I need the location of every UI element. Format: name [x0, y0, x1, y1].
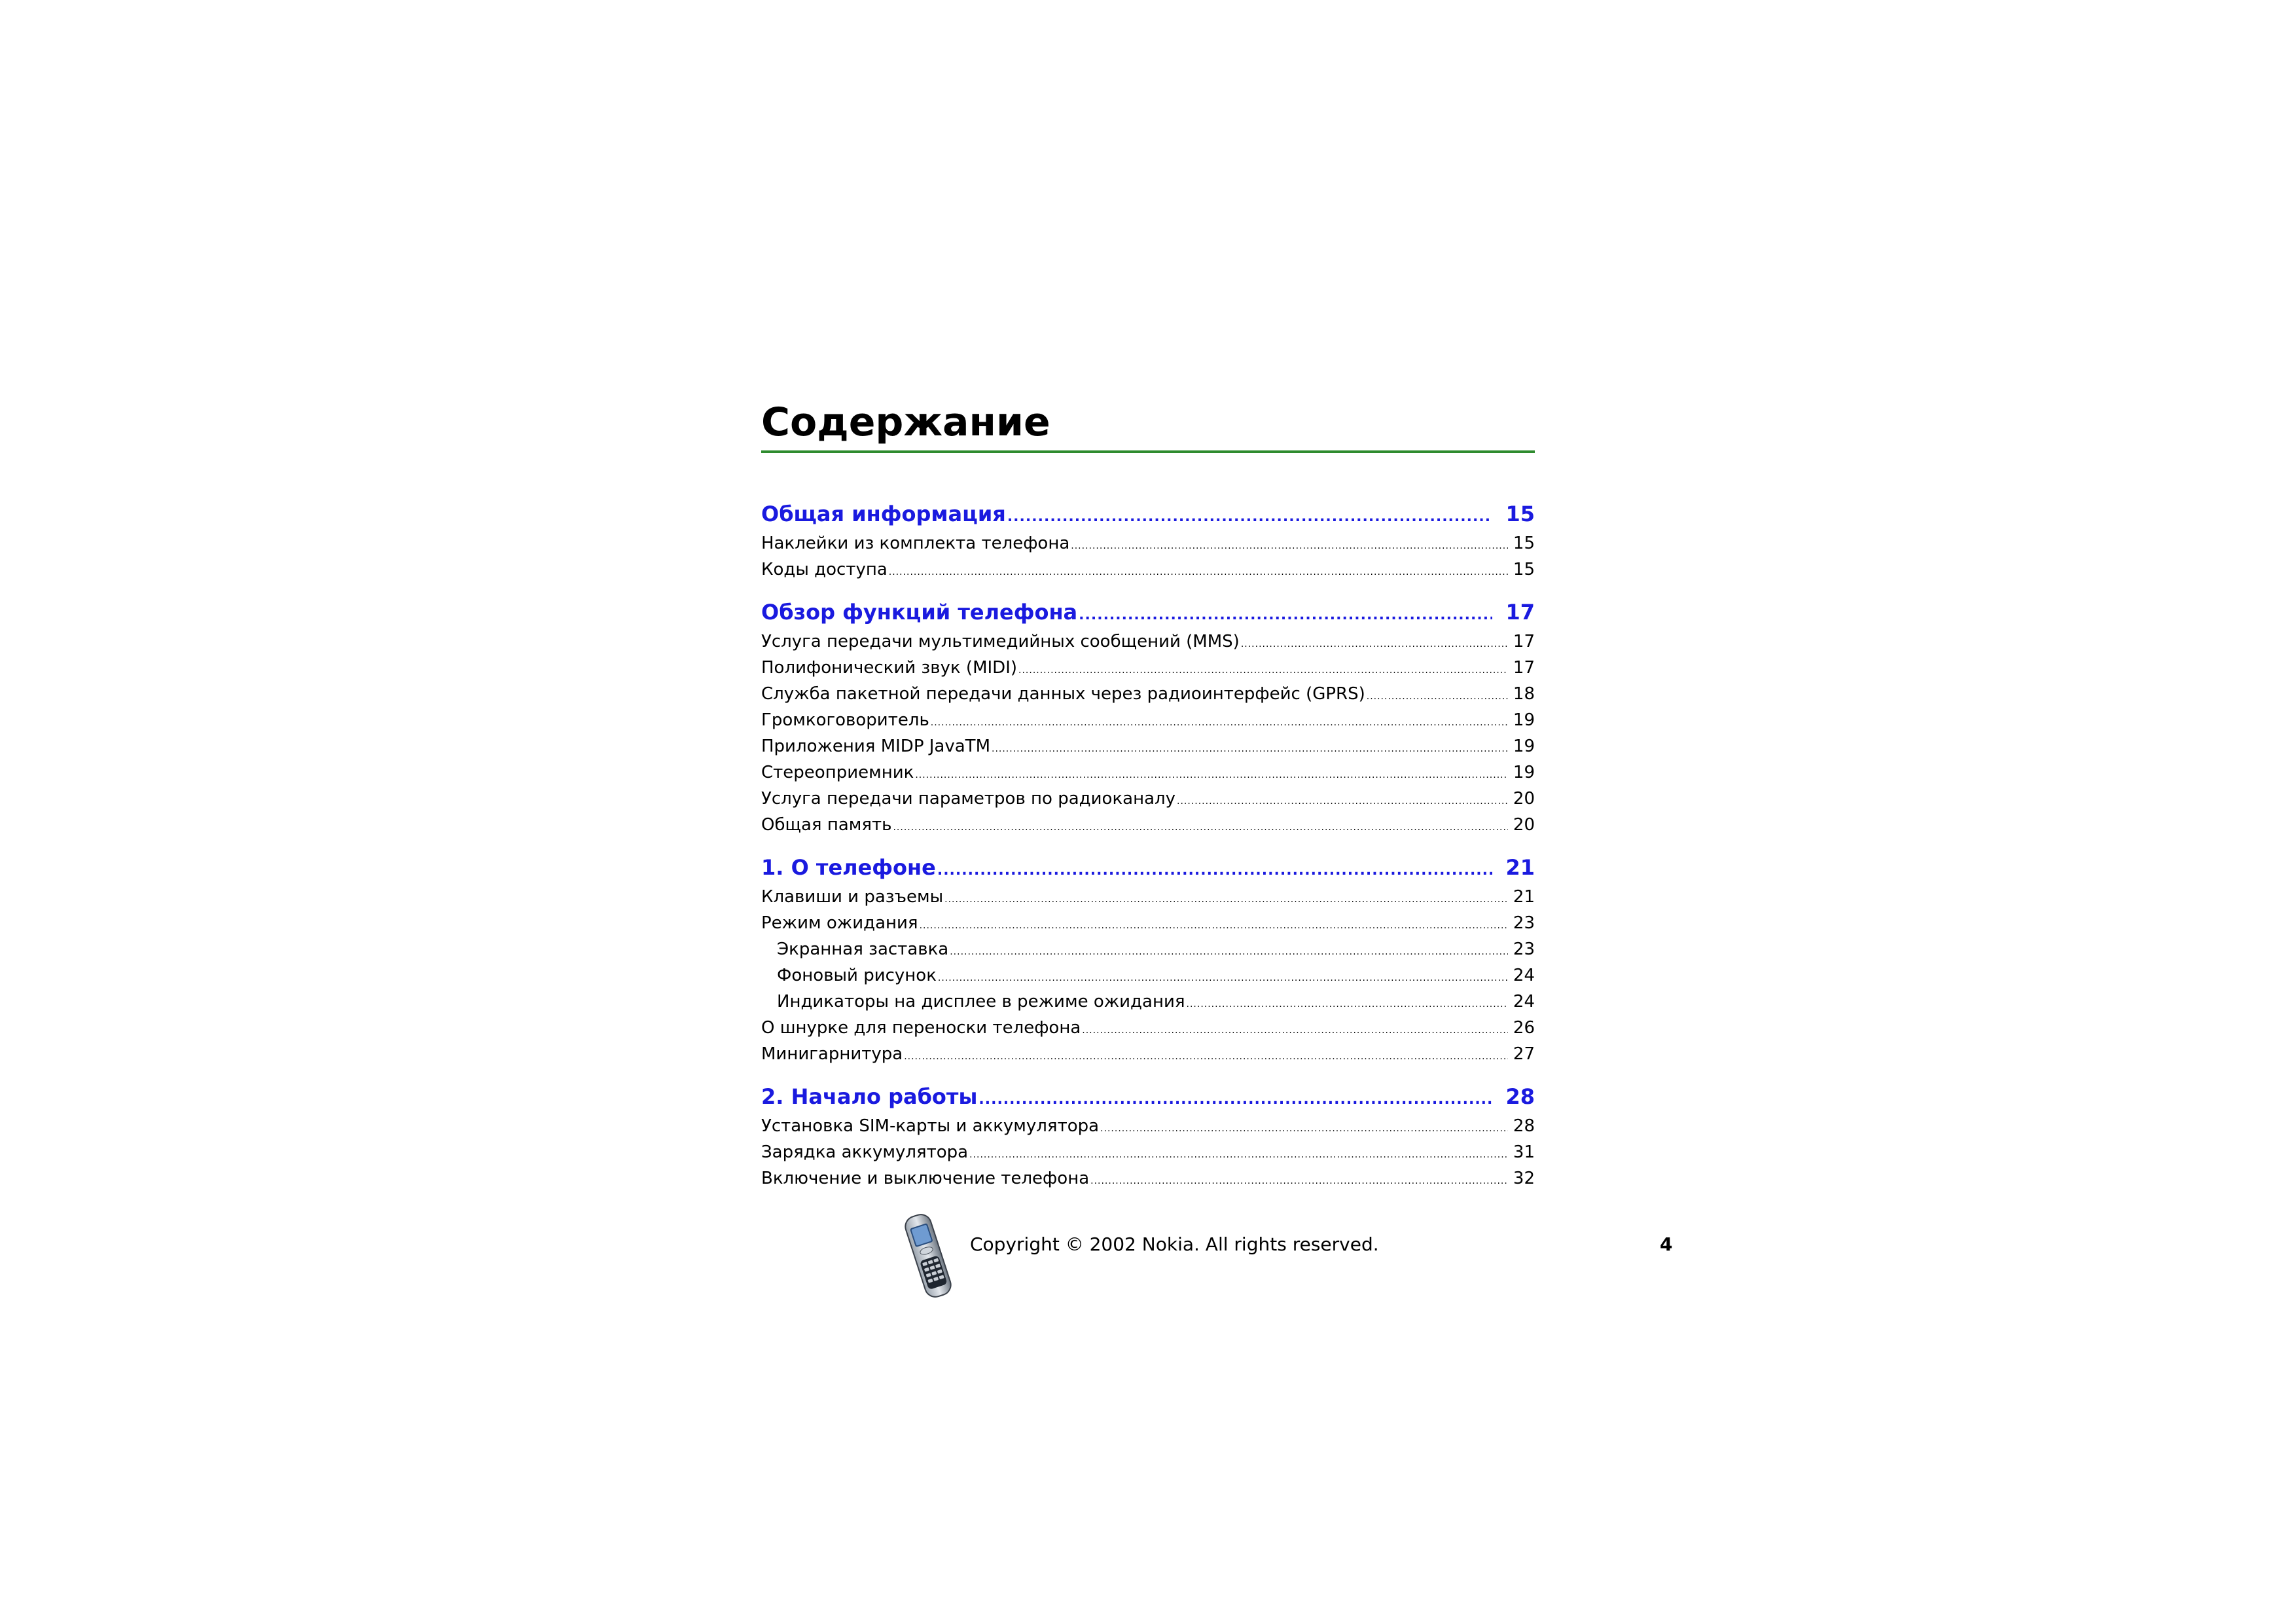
toc-entry[interactable] [761, 812, 1535, 838]
toc-entry-title: Зарядка аккумулятора [761, 1142, 969, 1162]
title-divider [761, 450, 1535, 453]
dot-leader [944, 886, 1508, 913]
toc-entry[interactable] [761, 556, 1535, 583]
dot-leader [893, 814, 1507, 841]
toc-entry-page: 31 [1513, 1142, 1535, 1162]
toc-entry-title: Экранная заставка [777, 939, 949, 959]
toc-entry-title: Режим ожидания [761, 913, 918, 933]
toc-entry-page: 17 [1513, 632, 1535, 651]
toc-section-heading[interactable] [761, 596, 1535, 629]
toc-entry-page: 18 [1513, 684, 1535, 704]
toc-entry-title: Приложения MIDP JavaTM [761, 737, 990, 756]
dot-leader [931, 710, 1508, 736]
copyright-notice: Copyright © 2002 Nokia. All rights reserved. [970, 1233, 1379, 1255]
toc-entry-title: Фоновый рисунок [777, 966, 937, 985]
toc-entry-page: 19 [1513, 763, 1535, 782]
toc-entry-title: Индикаторы на дисплее в режиме ожидания [777, 992, 1185, 1012]
toc-section-page: 21 [1505, 855, 1535, 880]
toc-subentry[interactable] [761, 936, 1535, 962]
toc-subentry[interactable] [761, 962, 1535, 989]
toc-entry-page: 23 [1513, 913, 1535, 933]
toc-entry-title: Услуга передачи параметров по радиоканалу [761, 789, 1176, 809]
toc-entry-title: Коды доступа [761, 560, 888, 579]
toc-entry[interactable] [761, 1015, 1535, 1041]
toc-entry-page: 26 [1513, 1018, 1535, 1038]
toc-entry-title: Включение и выключение телефона [761, 1169, 1090, 1188]
table-of-contents [761, 498, 1535, 1192]
dot-leader [1018, 657, 1508, 684]
dot-leader [1187, 991, 1508, 1017]
dot-leader [1367, 684, 1508, 710]
toc-entry[interactable] [761, 530, 1535, 556]
toc-entry-page: 20 [1513, 815, 1535, 835]
toc-entry-title: Клавиши и разъемы [761, 887, 944, 907]
toc-entry-title: О шнурке для переноски телефона [761, 1018, 1081, 1038]
toc-entry-title: Минигарнитура [761, 1044, 903, 1064]
toc-section-title: Обзор функций телефона [761, 600, 1078, 625]
toc-section [761, 1080, 1535, 1192]
toc-entry-title: Общая память [761, 815, 892, 835]
toc-entry-title: Полифонический звук (MIDI) [761, 658, 1018, 678]
toc-entry-page: 20 [1513, 789, 1535, 809]
toc-entry-page: 32 [1513, 1169, 1535, 1188]
toc-entry[interactable] [761, 786, 1535, 812]
toc-subentry[interactable] [761, 989, 1535, 1015]
toc-entry[interactable] [761, 910, 1535, 936]
dot-leader [1090, 1168, 1508, 1194]
toc-section-page: 28 [1505, 1084, 1535, 1109]
dot-leader [1100, 1116, 1508, 1142]
toc-entry-page: 19 [1513, 737, 1535, 756]
toc-section-heading[interactable] [761, 851, 1535, 884]
toc-entry-page: 21 [1513, 887, 1535, 907]
toc-entry[interactable] [761, 1041, 1535, 1067]
toc-entry[interactable] [761, 1139, 1535, 1165]
toc-entry-title: Громкоговоритель [761, 710, 929, 730]
dot-leader [1079, 599, 1492, 632]
dot-leader [937, 854, 1493, 887]
toc-section-page: 17 [1505, 600, 1535, 625]
toc-entry[interactable] [761, 733, 1535, 759]
toc-section-title: Общая информация [761, 501, 1006, 526]
toc-section-page: 15 [1505, 501, 1535, 526]
toc-entry-page: 23 [1513, 939, 1535, 959]
dot-leader [938, 965, 1508, 991]
toc-entry-page: 24 [1513, 966, 1535, 985]
toc-entry-page: 15 [1513, 560, 1535, 579]
dot-leader [915, 762, 1508, 788]
toc-entry-page: 28 [1513, 1116, 1535, 1136]
dot-leader [950, 939, 1508, 965]
dot-leader [1007, 501, 1493, 534]
toc-entry-page: 24 [1513, 992, 1535, 1012]
dot-leader [969, 1142, 1508, 1168]
toc-entry[interactable] [761, 1113, 1535, 1139]
dot-leader [889, 559, 1508, 585]
toc-entry-title: Установка SIM-карты и аккумулятора [761, 1116, 1100, 1136]
dot-leader [1082, 1017, 1508, 1044]
toc-section-heading[interactable] [761, 1080, 1535, 1113]
toc-entry[interactable] [761, 681, 1535, 707]
toc-entry[interactable] [761, 707, 1535, 733]
toc-content [761, 399, 1535, 1205]
toc-entry[interactable] [761, 1165, 1535, 1192]
toc-entry[interactable] [761, 629, 1535, 655]
page-title: Содержание [761, 399, 1050, 445]
dot-leader [978, 1084, 1492, 1116]
toc-entry[interactable] [761, 655, 1535, 681]
toc-section-title: 1. О телефоне [761, 855, 936, 880]
toc-entry-page: 19 [1513, 710, 1535, 730]
phone-icon [895, 1210, 961, 1302]
toc-entry[interactable] [761, 759, 1535, 786]
toc-entry-title: Наклейки из комплекта телефона [761, 534, 1070, 553]
dot-leader [1177, 788, 1508, 814]
dot-leader [904, 1044, 1508, 1070]
toc-entry-title: Служба пакетной передачи данных через радиоинтерфейс (GPRS) [761, 684, 1365, 704]
toc-section-title: 2. Начало работы [761, 1084, 978, 1109]
dot-leader [1241, 631, 1508, 657]
toc-section [761, 851, 1535, 1067]
dot-leader [992, 736, 1508, 762]
toc-entry-title: Услуга передачи мультимедийных сообщений (MMS) [761, 632, 1240, 651]
toc-section [761, 498, 1535, 583]
dot-leader [920, 913, 1508, 939]
toc-section-heading[interactable] [761, 498, 1535, 530]
toc-entry[interactable] [761, 884, 1535, 910]
toc-entry-page: 17 [1513, 658, 1535, 678]
toc-entry-title: Стереоприемник [761, 763, 914, 782]
toc-section [761, 596, 1535, 838]
dot-leader [1071, 533, 1508, 559]
toc-entry-page: 27 [1513, 1044, 1535, 1064]
toc-entry-page: 15 [1513, 534, 1535, 553]
page-number: 4 [1660, 1233, 1673, 1255]
